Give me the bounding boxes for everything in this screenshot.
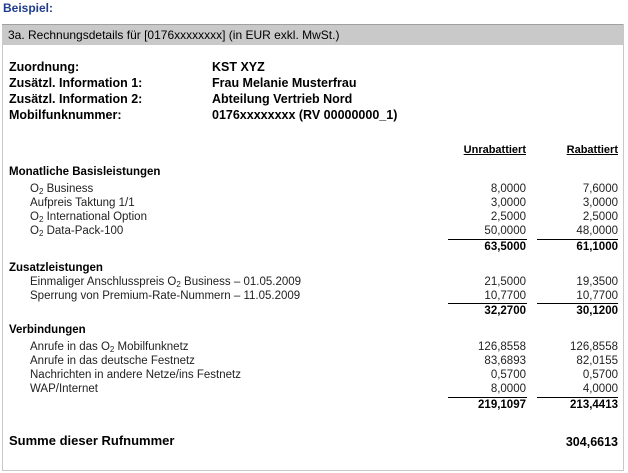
line-item-rabattiert: 126,8558 [570,341,618,353]
section-title-basic: Monatliche Basisleistungen [9,166,161,178]
line-item-rabattiert: 7,6000 [582,183,618,195]
subtotal-unrabattiert: 63,5000 [484,241,526,253]
line-item-unrabattiert: 3,0000 [490,197,526,209]
line-item-unrabattiert: 50,0000 [484,225,526,237]
subtotal-unrabattiert: 32,2700 [484,305,526,317]
line-item-label: $O_2$ Data-Pack-100 [30,225,124,238]
line-item-rabattiert: 82,0155 [576,355,618,367]
info-key-assignment: Zuordnung: [9,60,80,74]
line-item-label: $O_2$ Business [30,183,94,196]
line-item-label: Einmaliger Anschlusspreis $O_2$ Business – 01.05.2009 [30,276,302,289]
line-item-rabattiert: 4,0000 [582,383,618,395]
column-header-rabattiert: Rabattiert [566,144,618,156]
info-value-assignment: KST XYZ [212,60,265,74]
line-item-unrabattiert: 8,0000 [490,383,526,395]
subtotal-rule [537,397,618,398]
line-item-label: $O_2$ International Option [30,211,147,224]
summary-label: Summe dieser Rufnummer [9,433,175,448]
line-item-label: Anrufe in das $O_2$ Mobilfunknetz [30,341,189,354]
line-item-unrabattiert: 0,5700 [490,369,526,381]
line-item-unrabattiert: 8,0000 [490,183,526,195]
subtotal-rule [537,239,618,240]
line-item-rabattiert: 48,0000 [576,225,618,237]
subtotal-rabattiert: 213,4413 [570,399,618,411]
subtotal-rule [537,303,618,304]
column-header-unrabattiert: Unrabattiert [463,144,526,156]
subtotal-rule [448,239,527,240]
subtotal-rule [448,397,527,398]
section-title-connections: Verbindungen [9,324,86,336]
line-item-unrabattiert: 83,6893 [484,355,526,367]
section-header [2,24,623,45]
info-key-additional-2: Zusätzl. Information 2: [9,92,143,106]
section-title-additional: Zusatzleistungen [9,262,103,274]
line-item-rabattiert: 0,5700 [582,369,618,381]
info-key-mobile-number: Mobilfunknummer: [9,108,122,122]
subtotal-rabattiert: 30,1200 [576,305,618,317]
info-value-additional-2: Abteilung Vertrieb Nord [212,92,353,106]
summary-value: 304,6613 [565,435,618,449]
subtotal-unrabattiert: 219,1097 [478,399,526,411]
line-item-label: WAP/Internet [30,383,98,395]
info-value-additional-1: Frau Melanie Musterfrau [212,76,357,90]
line-item-label: Anrufe in das deutsche Festnetz [30,355,195,367]
line-item-rabattiert: 19,3500 [576,276,618,288]
line-item-unrabattiert: 10,7700 [484,290,526,302]
subtotal-rule [448,303,527,304]
line-item-label: Sperrung von Premium-Rate-Nummern – 11.05.2009 [30,290,301,302]
line-item-label: Aufpreis Taktung 1/1 [30,197,135,209]
line-item-rabattiert: 3,0000 [582,197,618,209]
info-value-mobile-number: 0176xxxxxxxx (RV 00000000_1) [212,108,398,122]
subtotal-rabattiert: 61,1000 [576,241,618,253]
line-item-rabattiert: 2,5000 [582,211,618,223]
info-key-additional-1: Zusätzl. Information 1: [9,76,143,90]
line-item-unrabattiert: 126,8558 [478,341,526,353]
line-item-unrabattiert: 21,5000 [484,276,526,288]
page-title: Beispiel: [3,1,54,15]
line-item-rabattiert: 10,7700 [576,290,618,302]
section-header-title: 3a. Rechnungsdetails für [0176xxxxxxxx] (in EUR exkl. MwSt.) [8,28,340,42]
line-item-label: Nachrichten in andere Netze/ins Festnetz [30,369,241,381]
line-item-unrabattiert: 2,5000 [490,211,526,223]
